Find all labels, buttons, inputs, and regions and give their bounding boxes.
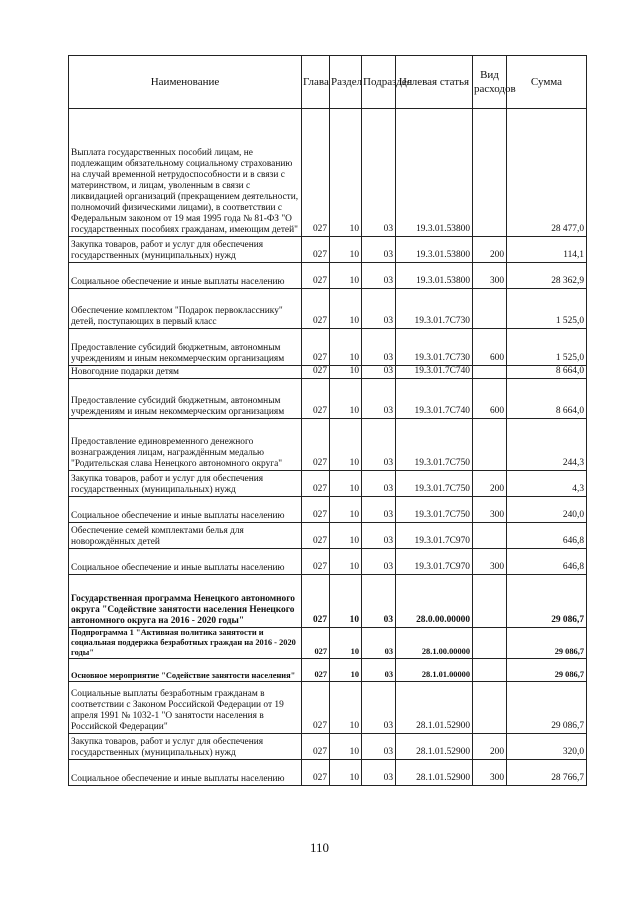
row-subsection: 03 [362,497,396,523]
row-name: Социальное обеспечение и иные выплаты населению [69,549,302,575]
table-row [69,760,587,786]
row-type: 300 [473,497,507,523]
table-row [69,575,587,628]
row-subsection: 03 [362,419,396,471]
row-sum: 28 362,9 [507,263,587,289]
table-row [69,734,587,760]
row-target: 19.3.01.7C970 [396,523,473,549]
row-subsection: 03 [362,659,396,682]
row-target: 28.1.01.52900 [396,682,473,734]
row-chapter: 027 [302,575,330,628]
row-chapter: 027 [302,734,330,760]
row-type: 300 [473,760,507,786]
row-sum: 29 086,7 [507,682,587,734]
budget-table [68,55,587,786]
row-type [473,682,507,734]
col-header-type: Вид расходов [473,56,507,109]
row-target: 19.3.01.7C740 [396,366,473,379]
row-subsection: 03 [362,471,396,497]
row-sum: 29 086,7 [507,659,587,682]
row-target: 19.3.01.53800 [396,263,473,289]
row-subsection: 03 [362,329,396,366]
row-type: 200 [473,734,507,760]
row-name: Новогодние подарки детям [69,366,302,379]
row-target: 19.3.01.7C730 [396,329,473,366]
row-type [473,523,507,549]
row-subsection: 03 [362,237,396,263]
row-name: Социальное обеспечение и иные выплаты населению [69,263,302,289]
row-subsection: 03 [362,263,396,289]
row-section: 10 [330,497,362,523]
row-chapter: 027 [302,109,330,237]
row-target: 28.1.00.00000 [396,628,473,659]
table-row [69,523,587,549]
row-type [473,289,507,329]
row-chapter: 027 [302,471,330,497]
row-chapter: 027 [302,659,330,682]
row-target: 28.1.01.52900 [396,734,473,760]
row-name: Основное мероприятие "Содействие занятости населения" [69,659,302,682]
row-type [473,419,507,471]
row-sum: 1 525,0 [507,329,587,366]
row-section: 10 [330,575,362,628]
row-sum: 320,0 [507,734,587,760]
col-header-name: Наименование [69,56,302,109]
row-subsection: 03 [362,109,396,237]
row-target: 28.0.00.00000 [396,575,473,628]
row-chapter: 027 [302,379,330,419]
row-subsection: 03 [362,379,396,419]
row-chapter: 027 [302,549,330,575]
row-section: 10 [330,628,362,659]
row-chapter: 027 [302,760,330,786]
row-name: Обеспечение семей комплектами белья для новорождённых детей [69,523,302,549]
table-row [69,329,587,366]
table-row [69,237,587,263]
row-subsection: 03 [362,289,396,329]
row-name: Закупка товаров, работ и услуг для обеспечения государственных (муниципальных) нужд [69,471,302,497]
row-chapter: 027 [302,523,330,549]
row-section: 10 [330,109,362,237]
row-chapter: 027 [302,366,330,379]
table-row [69,659,587,682]
table-row [69,379,587,419]
row-sum: 646,8 [507,523,587,549]
row-name: Социальное обеспечение и иные выплаты населению [69,760,302,786]
table-row [69,682,587,734]
row-name: Социальные выплаты безработным гражданам в соответствии с Законом Российской Федерации от 19 апреля 1991 № 1032-1 "О занятости населения в Российской Федерации" [69,682,302,734]
row-section: 10 [330,289,362,329]
row-name: Закупка товаров, работ и услуг для обеспечения государственных (муниципальных) нужд [69,734,302,760]
row-subsection: 03 [362,760,396,786]
row-target: 19.3.01.7C730 [396,289,473,329]
row-target: 28.1.01.00000 [396,659,473,682]
row-target: 19.3.01.7C750 [396,497,473,523]
row-section: 10 [330,419,362,471]
table-row [69,366,587,379]
row-type: 200 [473,471,507,497]
table-row [69,263,587,289]
row-type [473,109,507,237]
row-sum: 240,0 [507,497,587,523]
col-header-sum: Сумма [507,56,587,109]
row-chapter: 027 [302,289,330,329]
row-section: 10 [330,523,362,549]
row-type: 300 [473,263,507,289]
row-section: 10 [330,329,362,366]
row-name: Предоставление субсидий бюджетным, автономным учреждениям и иным некоммерческим организациям [69,379,302,419]
table-header [69,56,587,109]
row-chapter: 027 [302,237,330,263]
row-subsection: 03 [362,734,396,760]
row-section: 10 [330,734,362,760]
row-sum: 29 086,7 [507,628,587,659]
row-chapter: 027 [302,329,330,366]
col-header-target: Целевая статья [396,56,473,109]
row-section: 10 [330,237,362,263]
row-sum: 114,1 [507,237,587,263]
row-chapter: 027 [302,263,330,289]
row-sum: 29 086,7 [507,575,587,628]
col-header-subsection: Подраздел [362,56,396,109]
row-type [473,366,507,379]
row-target: 19.3.01.7C750 [396,471,473,497]
row-section: 10 [330,366,362,379]
col-header-section: Раздел [330,56,362,109]
row-subsection: 03 [362,682,396,734]
row-target: 28.1.01.52900 [396,760,473,786]
table-row [69,109,587,237]
row-subsection: 03 [362,628,396,659]
row-sum: 646,8 [507,549,587,575]
row-chapter: 027 [302,497,330,523]
row-section: 10 [330,659,362,682]
row-name: Предоставление единовременного денежного вознаграждения лицам, награждённым медалью "Родительская слава Ненецкого автономного округа" [69,419,302,471]
row-sum: 28 477,0 [507,109,587,237]
row-chapter: 027 [302,419,330,471]
row-type [473,575,507,628]
row-name: Выплата государственных пособий лицам, не подлежащим обязательному социальному страхованию на случай временной нетрудоспособности и в связи с материнством, и лицам, уволенным в связи с ликвидацией организаций (прекращением деятельности, полномочий физическими лицами), в соответствии с Федеральным законом от 19 мая 1995 года № 81-ФЗ "О государственных пособиях гражданам, имеющим детей" [69,109,302,237]
row-name: Подпрограмма 1 "Активная политика занятости и социальная поддержка безработных граждан на 2016 - 2020 годы" [69,628,302,659]
row-name: Обеспечение комплектом "Подарок первокласснику" детей, поступающих в первый класс [69,289,302,329]
row-section: 10 [330,379,362,419]
row-subsection: 03 [362,366,396,379]
row-target: 19.3.01.53800 [396,109,473,237]
row-section: 10 [330,549,362,575]
row-type: 300 [473,549,507,575]
col-header-chapter: Глава [302,56,330,109]
row-type: 200 [473,237,507,263]
row-type: 600 [473,379,507,419]
row-name: Социальное обеспечение и иные выплаты населению [69,497,302,523]
table-row [69,497,587,523]
row-name: Государственная программа Ненецкого автономного округа "Содействие занятости населения Ненецкого автономного округа на 2016 - 2020 годы" [69,575,302,628]
row-name: Предоставление субсидий бюджетным, автономным учреждениям и иным некоммерческим организациям [69,329,302,366]
row-subsection: 03 [362,523,396,549]
row-section: 10 [330,263,362,289]
row-section: 10 [330,760,362,786]
row-chapter: 027 [302,682,330,734]
row-sum: 28 766,7 [507,760,587,786]
row-section: 10 [330,471,362,497]
row-sum: 1 525,0 [507,289,587,329]
row-target: 19.3.01.7C740 [396,379,473,419]
row-name: Закупка товаров, работ и услуг для обеспечения государственных (муниципальных) нужд [69,237,302,263]
row-sum: 244,3 [507,419,587,471]
row-target: 19.3.01.53800 [396,237,473,263]
page-number: 110 [309,840,330,855]
row-type [473,628,507,659]
row-type [473,659,507,682]
row-type: 600 [473,329,507,366]
table-row [69,419,587,471]
table-row [69,471,587,497]
table-row [69,549,587,575]
row-target: 19.3.01.7C970 [396,549,473,575]
row-sum: 8 664,0 [507,366,587,379]
table-row [69,289,587,329]
row-target: 19.3.01.7C750 [396,419,473,471]
table-row [69,628,587,659]
row-subsection: 03 [362,575,396,628]
row-sum: 4,3 [507,471,587,497]
row-section: 10 [330,682,362,734]
row-subsection: 03 [362,549,396,575]
row-chapter: 027 [302,628,330,659]
row-sum: 8 664,0 [507,379,587,419]
